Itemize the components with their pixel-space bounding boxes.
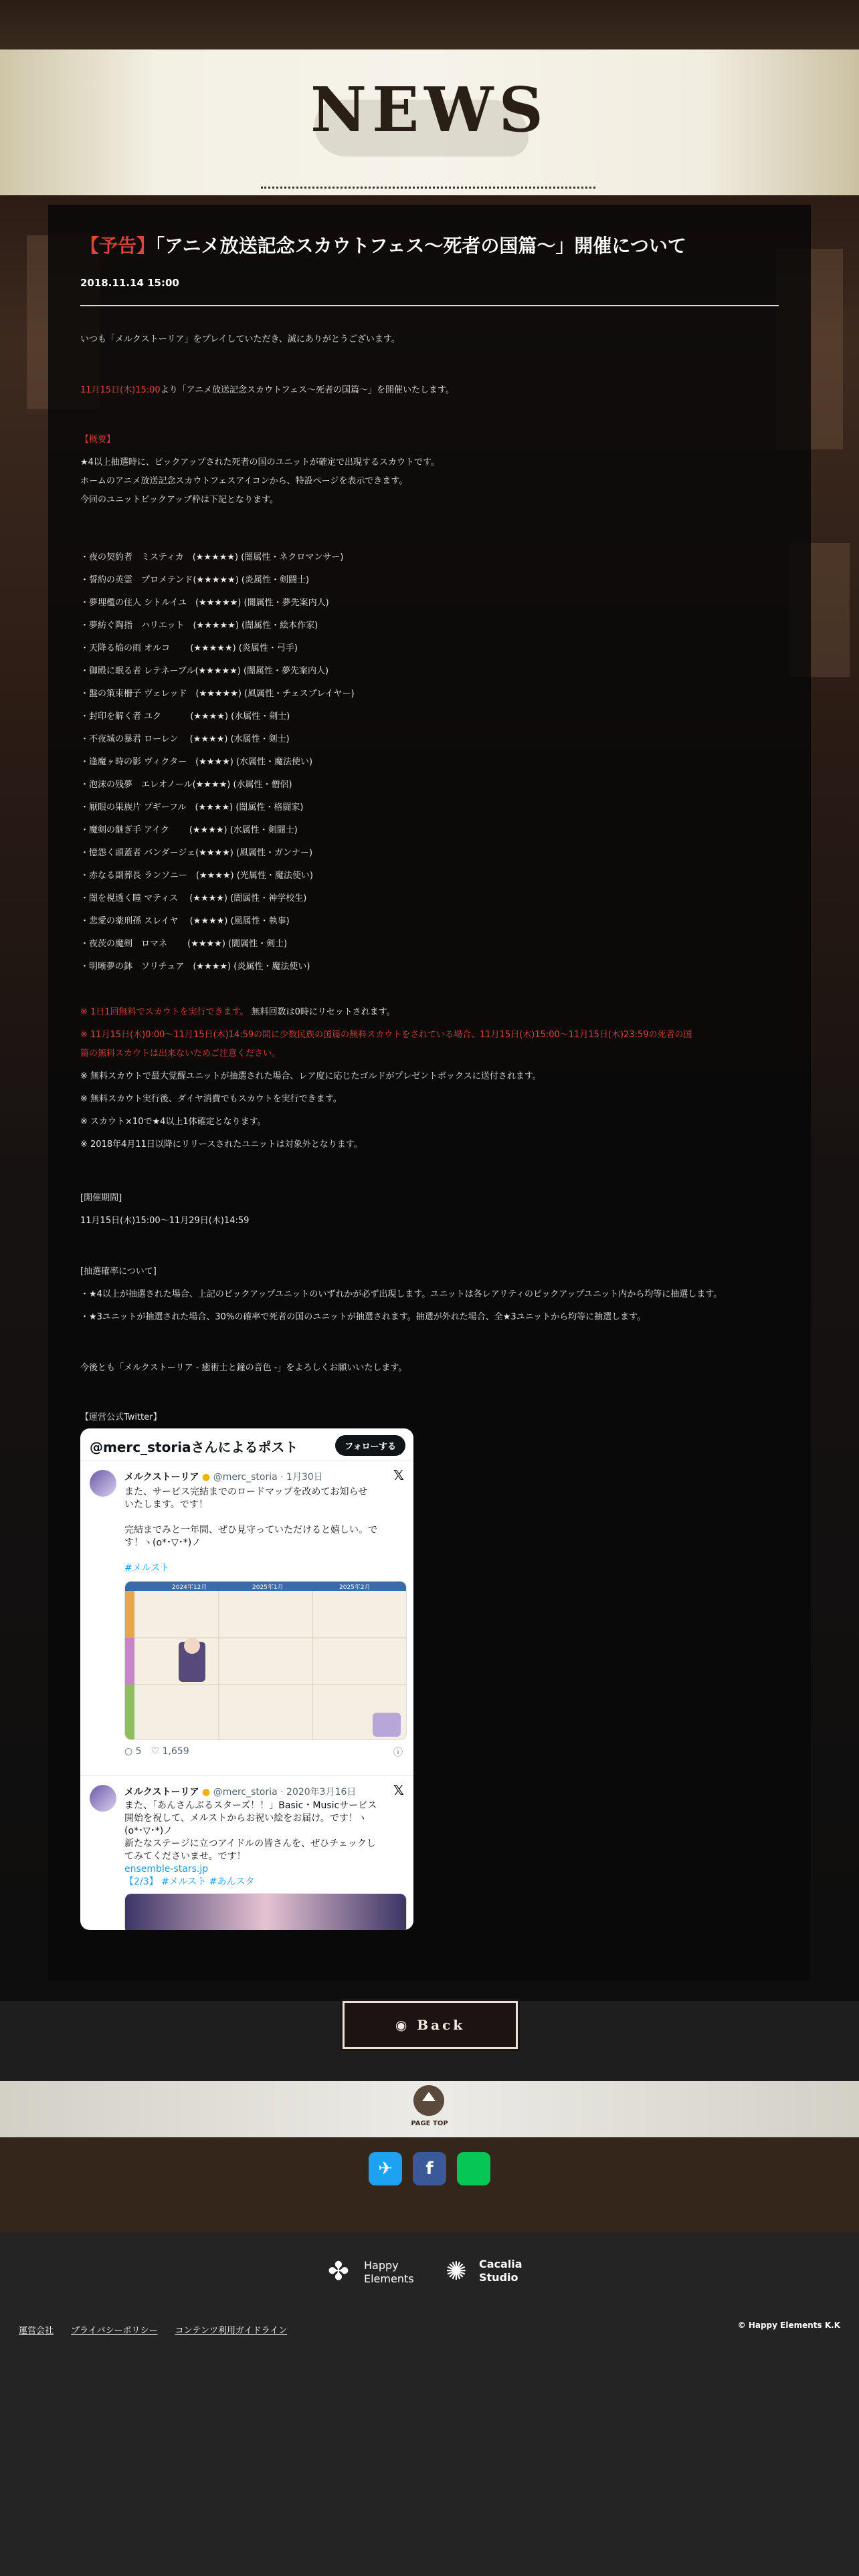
- footer-link-privacy[interactable]: プライバシーポリシー: [71, 2326, 158, 2336]
- tweet[interactable]: [80, 1461, 413, 1775]
- unit-item: ・厭眼の果族片 プギーフル (★★★★) (闇属性・格闘家): [80, 802, 304, 813]
- twitter-icon: ✈: [378, 2159, 393, 2179]
- summary-line: ★4以上抽選時に、ピックアップされた死者の国のユニットが確定で出現するスカウトです。: [80, 457, 440, 467]
- unit-item: ・泡沫の残夢 エレオノール(★★★★) (水属性・僧侶): [80, 780, 292, 790]
- unit-item: ・赤なる副葬長 ランソニー (★★★★) (光属性・魔法使い): [80, 871, 313, 881]
- note-free-rest: 無料回数は0時にリセットされます。: [248, 1007, 395, 1017]
- flower-icon: ✺: [446, 2256, 467, 2286]
- hashtag-link[interactable]: #メルスト: [124, 1563, 170, 1574]
- tweet-author[interactable]: メルクストーリア ● @merc_storia · 2020年3月16日: [124, 1787, 357, 1798]
- unit-item: ・夢紡ぐ陶指 ハリエット (★★★★★) (闇属性・絵本作家): [80, 621, 318, 631]
- unit-item: ・夜茨の魔剣 ロマネ (★★★★) (闇属性・剣士): [80, 939, 288, 949]
- unit-item: ・不夜城の暴君 ローレン (★★★★) (水属性・剣士): [80, 734, 290, 744]
- tweet-line: す！ヽ(o*･▽･*)ノ: [124, 1537, 201, 1548]
- tweet-line: また、「あんさんぶるスターズ！！」Basic・Musicサービス: [124, 1800, 377, 1811]
- news-banner: [0, 49, 859, 195]
- summary-heading: 【概要】: [80, 435, 116, 445]
- article-panel: [48, 205, 811, 1981]
- article-tag: 【予告】: [80, 235, 156, 257]
- tweet-author[interactable]: メルクストーリア ● @merc_storia · 1月30日: [124, 1472, 323, 1483]
- avatar[interactable]: [90, 1785, 116, 1812]
- title-rule: [80, 305, 779, 306]
- divider: [261, 187, 595, 189]
- tweet-line: いたします。です！: [124, 1499, 208, 1510]
- prob-line: ・★4以上が抽選された場合、上記のピックアップユニットのいずれかが必ず出現します。ユニットは各レアリティのピックアップユニット内から均等に抽選します。: [80, 1289, 723, 1299]
- schedule-date: 11月15日(木)15:00: [80, 385, 161, 395]
- x-logo-icon[interactable]: 𝕏: [393, 1467, 404, 1483]
- prob-heading: [抽選確率について]: [80, 1267, 157, 1277]
- note-item: ※ 2018年4月11日以降にリリースされたユニットは対象外となります。: [80, 1140, 363, 1150]
- unit-item: ・魔剣の継ぎ手 アイク (★★★★) (水属性・剣闘士): [80, 825, 298, 835]
- note-free-scout: [80, 1004, 395, 1017]
- unit-item: ・誓約の英霊 プロメテンド(★★★★★) (炎属性・剣闘士): [80, 575, 310, 585]
- svg-text:2024年12月: 2024年12月: [172, 1584, 207, 1591]
- note-warning-cont: 篇の無料スカウトは出来ないためご注意ください。: [80, 1049, 281, 1059]
- schedule-rest: より「アニメ放送記念スカウトフェス〜死者の国篇〜」を開催いたします。: [160, 385, 454, 395]
- hashtag-link[interactable]: 【2/3】 #メルスト #あんスタ: [124, 1876, 255, 1887]
- unit-item: ・盤の策束柵子 ヴェレッド (★★★★★) (風属性・チェスプレイヤー): [80, 689, 355, 699]
- tweet-actions[interactable]: ○ 5 ♡ 1,659: [124, 1746, 189, 1757]
- note-item: ※ スカウト×10で★4以上1体確定となります。: [80, 1117, 266, 1127]
- facebook-share-button[interactable]: [413, 2152, 446, 2185]
- twitter-heading: 【運営公式Twitter】: [80, 1412, 162, 1422]
- follow-button[interactable]: フォローする: [335, 1435, 405, 1456]
- unit-item: ・逢魔ヶ時の影 ヴィクター (★★★★) (水属性・魔法使い): [80, 757, 313, 767]
- tweet[interactable]: [80, 1775, 413, 1930]
- roadmap-image[interactable]: [124, 1581, 407, 1740]
- page-top-button[interactable]: [413, 2085, 444, 2116]
- tweet-line: また、サービス完結までのロードマップを改めてお知らせ: [124, 1487, 368, 1497]
- footer-link-guidelines[interactable]: コンテンツ利用ガイドライン: [175, 2326, 288, 2336]
- x-logo-icon[interactable]: 𝕏: [393, 1782, 404, 1798]
- twitter-embed-title: @merc_storiaさんによるポスト: [90, 1439, 298, 1455]
- info-icon[interactable]: ⓘ: [393, 1747, 403, 1758]
- twitter-embed[interactable]: [80, 1428, 413, 1930]
- page-top-bar: [0, 2081, 859, 2137]
- closing-text: 今後とも「メルクストーリア - 癒術士と鐘の音色 -」をよろしくお願いいたします。: [80, 1363, 407, 1373]
- summary-line: 今回のユニットピックアップ枠は下記となります。: [80, 495, 279, 505]
- back-button[interactable]: ◉ Back: [343, 2001, 518, 2049]
- footer: ✤ Happy Elements ✺ Cacalia Studio 運営会社 プライバシーポリシー コンテンツ利用ガイドライン © Happy Elements K.K: [0, 2232, 859, 2576]
- pinwheel-icon: ✤: [328, 2256, 349, 2286]
- line-share-button[interactable]: [457, 2152, 490, 2185]
- unit-item: ・御殿に眠る者 レテネーブル(★★★★★) (闇属性・夢先案内人): [80, 666, 329, 676]
- intro-text: いつも「メルクストーリア」をプレイしていただき、誠にありがとうございます。: [80, 334, 400, 344]
- facebook-icon: f: [425, 2159, 434, 2179]
- period-text: 11月15日(木)15:00〜11月29日(木)14:59: [80, 1216, 250, 1226]
- schedule-text: [80, 383, 454, 395]
- back-label: Back: [417, 2017, 466, 2033]
- note-warning: ※ 11月15日(木)0:00〜11月15日(木)14:59の間に少数民族の国篇の無料スカウトをされている場合、11月15日(木)15:00〜11月15日(木)23:59の死者の国: [80, 1030, 692, 1040]
- svg-text:2025年2月: 2025年2月: [339, 1584, 371, 1591]
- summary-line: ホームのアニメ放送記念スカウトフェスアイコンから、特設ページを表示できます。: [80, 476, 408, 486]
- tweet-line: 新たなステージに立つアイドルの皆さんを、ぜひチェックし: [124, 1838, 376, 1849]
- unit-item: ・闇を視透く瞳 マティス (★★★★) (闇属性・神学校生): [80, 893, 307, 903]
- unit-item: ・悲愛の薬刑孫 スレイヤ (★★★★) (風属性・執事): [80, 916, 290, 926]
- note-item: ※ 無料スカウト実行後、ダイヤ消費でもスカウトを実行できます。: [80, 1094, 342, 1104]
- unit-item: ・天降る焔の雨 オルコ (★★★★★) (炎属性・弓手): [80, 643, 298, 653]
- note-free-red: ※ 1日1回無料でスカウトを実行できます。: [80, 1007, 249, 1017]
- unit-item: ・明晰夢の鉢 ソリチュア (★★★★) (炎属性・魔法使い): [80, 962, 310, 972]
- twitter-embed-header: [80, 1428, 413, 1461]
- note-item: ※ 無料スカウトで最大覚醒ユニットが抽選された場合、レア度に応じたゴルドがプレゼントボックスに送付されます。: [80, 1071, 541, 1081]
- copyright: © Happy Elements K.K: [737, 2321, 840, 2330]
- avatar[interactable]: [90, 1470, 116, 1497]
- unit-item: ・憶怨く頭蓋者 バンダージェ(★★★★) (風属性・ガンナー): [80, 848, 313, 858]
- page-title: NEWS: [310, 74, 549, 146]
- article-title: [80, 231, 776, 258]
- article-date: 2018.11.14 15:00: [80, 277, 179, 289]
- top-bar: [0, 0, 859, 49]
- roadmap-graphic: [125, 1582, 406, 1739]
- svg-text:2025年1月: 2025年1月: [252, 1584, 284, 1591]
- tweet-line: (o*･▽･*)ノ: [124, 1826, 173, 1836]
- tweet-line: 開始を祝して、メルストからお祝い絵をお届け。です！ヽ: [124, 1813, 367, 1824]
- twitter-share-button[interactable]: [369, 2152, 402, 2185]
- tweet-line: 完結までみと一年間、ぜひ見守っていただけると嬉しい。で: [124, 1525, 377, 1535]
- period-heading: [開催期間]: [80, 1193, 122, 1203]
- page-top-label[interactable]: PAGE TOP: [411, 2120, 448, 2127]
- article-title-text: 「アニメ放送記念スカウトフェス〜死者の国篇〜」開催について: [155, 235, 686, 257]
- footer-links: [19, 2323, 302, 2336]
- unit-item: ・封印を解く者 ユク (★★★★) (水属性・剣士): [80, 712, 290, 722]
- tweet-image[interactable]: [124, 1893, 407, 1930]
- social-bar: [0, 2137, 859, 2232]
- external-link[interactable]: ensemble-stars.jp: [124, 1864, 209, 1874]
- unit-item: ・夢埋檻の住人 シトルイユ (★★★★★) (闇属性・夢先案内人): [80, 598, 329, 608]
- tweet-line: てみてくださいませ。です！: [124, 1851, 246, 1862]
- footer-link-company[interactable]: 運営会社: [19, 2326, 54, 2336]
- prob-line: ・★3ユニットが抽選された場合、30%の確率で死者の国のユニットが抽選されます。抽選が外れた場合、全★3ユニットから均等に抽選します。: [80, 1312, 646, 1322]
- unit-item: ・夜の契約者 ミスティカ (★★★★★) (闇属性・ネクロマンサー): [80, 552, 344, 562]
